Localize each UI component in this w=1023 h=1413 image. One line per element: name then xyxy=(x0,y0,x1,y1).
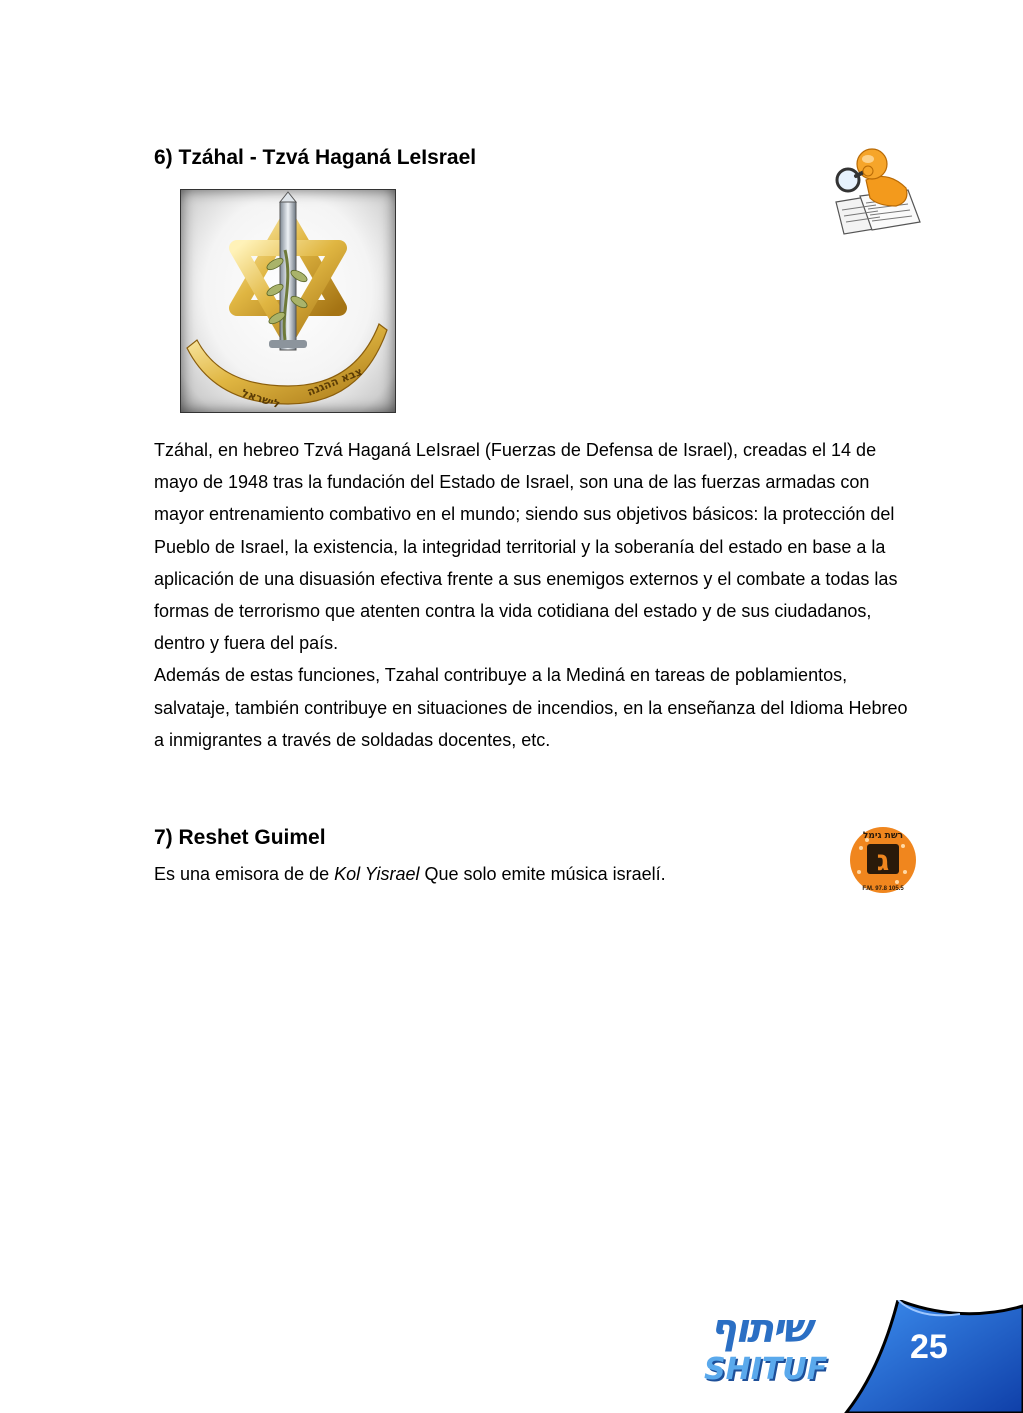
section-7-heading: 7) Reshet Guimel xyxy=(154,826,326,849)
reshet-guimel-logo-icon xyxy=(845,826,921,898)
section-6-body xyxy=(154,434,914,756)
shituf-hebrew-text: שיתוף xyxy=(710,1306,810,1352)
reshet-letter: ג xyxy=(876,844,890,877)
section-7-text xyxy=(154,862,666,886)
page-number: 25 xyxy=(910,1328,948,1366)
reshet-frequency: F.M. 97.8 105.5 xyxy=(862,886,904,892)
kol-yisrael-italic: Kol Yisrael xyxy=(334,864,420,884)
magnifier-researcher-icon xyxy=(826,140,922,236)
section-6-paragraph-1: Tzáhal, en hebreo Tzvá Haganá LeIsrael (Fuerzas de Defensa de Israel), creadas el 14 de mayo de 1948 tras la fundación del Estado de Israel, son una de las fuerzas armadas con mayor entrenamiento combativo en el mundo; siendo sus objetivos básicos: la protección del Pueblo de Israel, la existencia, la integridad territorial y la soberanía del estado en base a la aplicación de una disuasión efectiva frente a sus enemigos externos y el combate a todas las formas de terrorismo que atenten contra la vida cotidiana del estado y de sus ciudadanos, dentro y fuera del país. xyxy=(154,440,898,654)
section-7-text-start: Es una emisora de de xyxy=(154,864,335,884)
shituf-logo xyxy=(700,1306,830,1400)
svg-text:צבא ההגנה: צבא ההגנה xyxy=(305,364,365,399)
reshet-ring-text: רשת גימל xyxy=(862,831,904,841)
svg-text:לישראל: לישראל xyxy=(240,386,282,412)
section-6-heading: 6) Tzáhal - Tzvá Haganá LeIsrael xyxy=(154,146,477,169)
shituf-latin-text: SHITUF xyxy=(704,1352,828,1387)
idf-emblem-icon xyxy=(181,190,395,412)
section-6-paragraph-2: Además de estas funciones, Tzahal contribuye a la Mediná en tareas de poblamientos, salvataje, también contribuye en situaciones de incendios, en la enseñanza del Idioma Hebreo a inmigrantes a través de soldadas docentes, etc. xyxy=(154,665,908,750)
section-7-text-end: Que solo emite música israelí. xyxy=(419,864,666,884)
idf-emblem-image xyxy=(180,189,396,413)
page-corner xyxy=(840,1300,1023,1413)
